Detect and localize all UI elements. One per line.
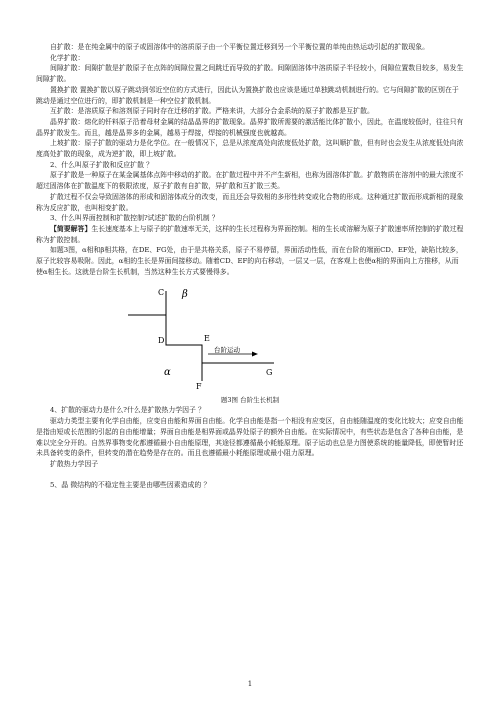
para-driving-force: 驱动力类型主要有化学自由能，应变自由能和界面自由能。化学自由能是指一个相没有应变区，自由能随温度的变化比较大；应变自由能是指由短或长范围的引起的自由能增量；界面自由能是相界面或晶界处原子的额外自由能。在实际情况中，有些状态是包含了各种自由能，是难以完全分开的。自然界事物变化都遵循最小自由能原理，其途径都遵循最小耗能原理。原子运动也总是力图使系统的能量降低，即使暂时还未具备转变的条件，但转变的潜在趋势是存在的。而且也遵循最小耗能原理或最小阻力原理。 [36,417,464,458]
para-interstitial-diffusion: 间隙扩散：间隙扩散是扩散原子在点阵的间隙位置之间跳迁而导致的扩散。间隙固溶体中溶质原子半径较小，间隙位置数目较多，易发生间隙扩散。 [36,64,464,84]
para-substitutional-diffusion: 置换扩散 置换扩散以原子跳动到邻近空位的方式进行，因此认为置换扩散也应该是通过单独跳动机制进行的。它与间隙扩散的区别在于跳动是通过空位进行的，即扩散机制是一种空位扩散机制。 [36,85,459,105]
para-interdiffusion: 互扩散：是溶质原子和溶剂原子同时存在迁移的扩散。严格来讲，大部分合金系统的原子扩散都是互扩散。 [50,107,374,116]
arrow-head-icon [252,352,258,357]
label-e: E [204,334,210,344]
question-2: 2、什么叫原子扩散和反应扩散 ？ [50,160,154,169]
step-growth-diagram [124,283,304,393]
para-figure-intro: 如题3图，α相和β相共格，在DE、FG处，由于是共格关系，原子不易停留，界面活动性低，而在台阶的端面CD、EF处，缺陷比较多，原子比较容易吸附。因此，α相的生长是界面间接移动。随着CD、EF的向右移动，一层又一层，在客观上也使α相的界面向上方推移，从而使α相生长。这就是台阶生长机制，当然这种生长方式要慢得多。 [36,246,463,276]
para-self-diffusion: 自扩散：是在纯金属中的原子或固溶体中的溶质原子由一个平衡位置迁移到另一个平衡位置的单纯由热运动引起的扩散现象。 [50,43,429,51]
label-beta: β [182,289,188,301]
label-alpha: α [164,367,171,379]
figure-caption: 题3图 台阶生长机制 [220,396,280,405]
para-chemical-diffusion: 化学扩散： [50,53,85,62]
para-answer [36,224,464,245]
figure-step-growth [36,277,464,405]
para-thermo-factor: 扩散热力学因子 [50,459,99,468]
para-atomic-diffusion: 原子扩散是一种原子在某金属基体点阵中移动的扩散。在扩散过程中并不产生新相，也称为固溶体扩散。扩散物质在溶剂中的最大浓度不超过固溶体在扩散温度下的极限浓度，原子扩散有自扩散，异扩散和互扩散三类。 [36,171,464,191]
label-f: F [196,382,202,392]
label-c: C [158,288,165,298]
question-4: 4、扩散的驱动力是什么?什么是扩散热力学因子 ？ [50,406,205,415]
page-number: 1 [247,680,253,688]
label-d: D [158,336,165,346]
question-3: 3、什么叫界面控制和扩散控制?试述扩散的台阶机制 ？ [50,214,219,223]
para-grain-boundary-diffusion: 晶界扩散：熔化的钎料原子沿着母材金属的结晶晶界的扩散现象。晶界扩散所需要的激活能比体扩散小，因此，在温度较低时，往往只有晶界扩散发生。而且，越是晶界多的金属，越易于焊接，焊接的机械强度也就越高。 [36,117,464,137]
answer-text: 生长速度基本上与原子的扩散速率无关，这样的生长过程称为界面控制。相的生长或溶解为原子扩散速率所控制的扩散过程称为扩散控制。 [36,224,464,244]
label-g: G [266,368,273,378]
question-5: 5、晶 微结构的不稳定性主要是由哪些因素造成的 ？ [50,480,211,489]
label-step-motion: 台阶运动 [214,346,240,355]
answer-label: 【简要解答】 [50,224,92,233]
para-uphill-diffusion: 上坡扩散：原子扩散的驱动力是化学位。在一般情况下，总是从浓度高处向浓度低处扩散，这叫顺扩散，但有时也会发生从浓度低处向浓度高处扩散的现象，成为逆扩散，即上坡扩散。 [36,139,464,159]
document-body [36,42,464,490]
para-reaction-diffusion: 扩散过程不仅会导致固溶体的形成和固溶体成分的改变，而且还会导致相的多形性转变或化合物的形成。这种通过扩散而形成新相的现象称为反应扩散，也叫相变扩散。 [36,192,464,212]
